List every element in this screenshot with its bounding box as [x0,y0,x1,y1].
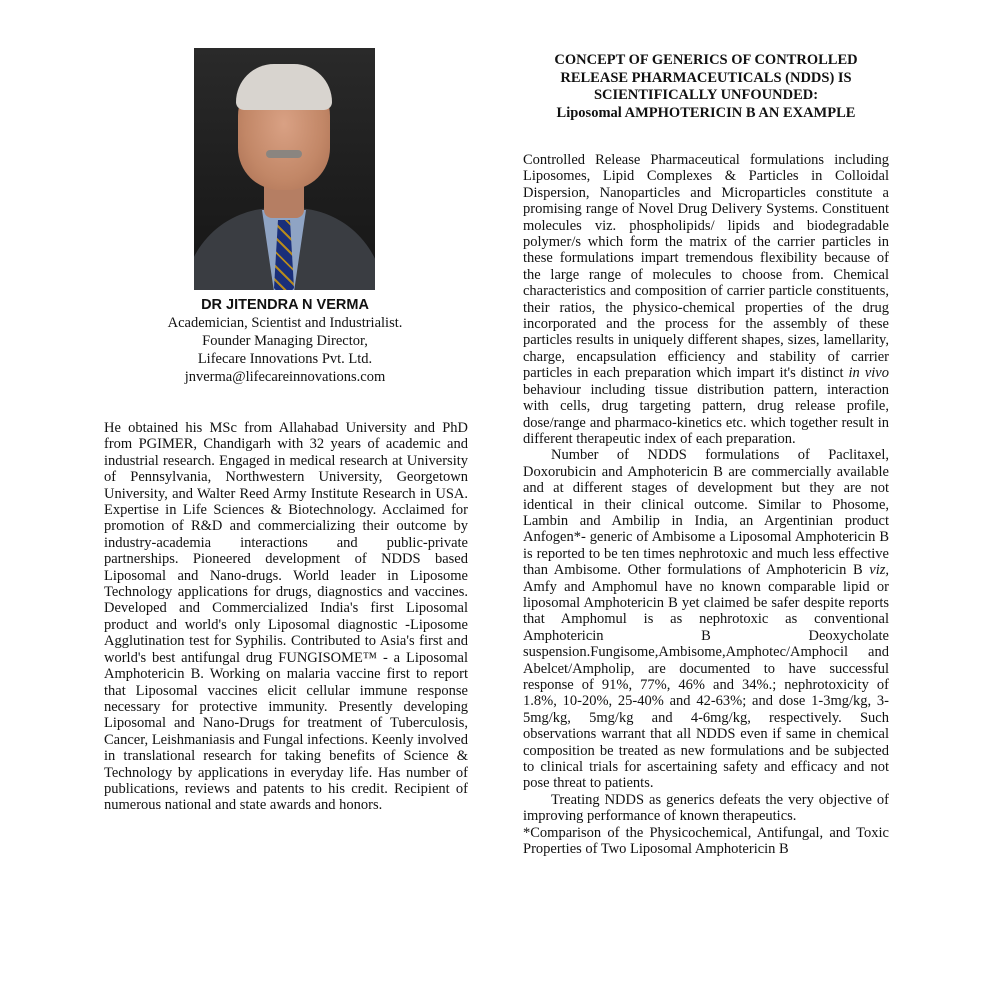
article-title-line-2: RELEASE PHARMACEUTICALS (NDDS) IS [560,69,852,86]
article-title-line-3: SCIENTIFICALLY UNFOUNDED: [593,87,819,103]
author-photo [194,48,375,290]
author-bio: He obtained his MSc from Allahabad University and PhD from PGIMER, Chandigarh with 32 years of academic and industrial research. Engaged in medical research at University of Pennsylvania, Northwestern University, Georgetown University, and Walter Reed Army Institute Research in USA. Expertise in Life Sciences & Biotechnology. Acclaimed for promotion of R&D and commercializing their outcome by industry-academia interactions and public-private partnerships. Pioneered development of NDDS based Liposomal and Nano-drugs. World leader in Liposome Technology applications for drugs, diagnostics and vaccines. Developed and Commercialized India's first Liposomal product and world's only Liposomal diagnostic -Liposome Agglutination test for Syphilis. Contributed to Asia's first and world's best antifungal drug FUNGISOME™ - a Liposomal Amphotericin B. Working on malaria vaccine first to report that Liposomal vaccines elicit cellular immune response necessary for protective immunity. Presently developing Liposomal and Nano-Drugs for treatment of Tuberculosis, Cancer, Leishmaniasis and Fungal infections. Keenly involved in translational research for taking benefits of Science & Technology by applications in everyday life. Has number of publications, reviews and patents to his credit. Recipient of numerous national and state awards and honors. [104,420,468,814]
article-footnote: *Comparison of the Physicochemical, Antifungal, and Toxic Properties of Two Liposomal Amphotericin B [523,824,889,858]
author-company: Lifecare Innovations Pvt. Ltd. [197,351,373,367]
article-paragraph-3: Treating NDDS as generics defeats the very objective of improving performance of known therapeutics. [523,791,889,825]
paragraph-1-text-b: behaviour including tissue distribution pattern, interaction with cells, drug targeting pattern, drug release profile, dose/range and pharmaco-kinetics etc. which together result in different therapeutic index of each preparation. [523,381,889,447]
author-role: Academician, Scientist and Industrialist. [167,315,403,331]
article-paragraph-1 [523,152,889,447]
author-profile [140,296,430,386]
article-paragraph-2 [523,447,889,792]
article-body [523,152,889,960]
paragraph-2-text-b: Amfy and Amphomul have no known comparable lipid or liposomal Amphotericin B yet claimed be safer despite reports that Amphomul is as nephrotoxic as conventional Amphotericin B Deoxycholate suspension.Fungisome,Ambisome,Amphotec/Amphocil and Abelcet/Ampholip, are documented to have successful response of 91%, 77%, 46% and 34%.; nephrotoxicity of 1.8%, 10-20%, 25-40% and 42-63%; and dose 1-3mg/kg, 3-5mg/kg, 5mg/kg and 4-6mg/kg, respectively. Such observations warrant that all NDDS even if same in chemical composition be treated as new formulations and be subjected to clinical trials for ascertaining safety and efficacy and not pose threat to patients. [523,578,889,792]
paragraph-1-text-a: Controlled Release Pharmaceutical formulations including Liposomes, Lipid Complexes & Particles in Colloidal Dispersion, Nanoparticles and Microparticles constitute a promising range of Novel Drug Delivery Systems. Constituent molecules viz. phospholipids/ lipids and biodegradable polymer/s which form the matrix of the carrier particles in these formulations impart tremendous flexibility because of the large range of molecules to choose from. Chemical characteristics and composition of carrier particle constituents, their ratios, the physico-chemical properties of the drug incorporated and the process for the assembly of these particles results in uniquely different shapes, sizes, lamellarity, charge, encapsulation efficiency and stability of carrier particles in each preparation which impart it's distinct [523,152,889,382]
photo-hair [236,64,332,110]
paragraph-2-text-a: Number of NDDS formulations of Paclitaxel, Doxorubicin and Amphotericin B are commercially available and at different stages of development but they are not identical in their clinical outcome. Similar to Phosome, Lambin and Ambilip in India, an Argentinian product Anfogen*- generic of Ambisome a Liposomal Amphotericin B is reported to be ten times nephrotoxic and much less effective than Ambisome. Other formulations of Amphotericin B [523,447,889,579]
paragraph-1-italic: in vivo [848,365,889,382]
author-name: DR JITENDRA N VERMA [201,297,369,313]
article-title-line-1: CONCEPT OF GENERICS OF CONTROLLED [554,52,858,68]
article-title-line-4: Liposomal AMPHOTERICIN B AN EXAMPLE [556,104,856,121]
paragraph-2-italic: viz, [869,562,889,579]
author-email: jnverma@lifecareinnovations.com [184,369,386,385]
author-position: Founder Managing Director, [202,333,368,349]
article-title [506,52,906,122]
photo-mustache [266,150,302,158]
